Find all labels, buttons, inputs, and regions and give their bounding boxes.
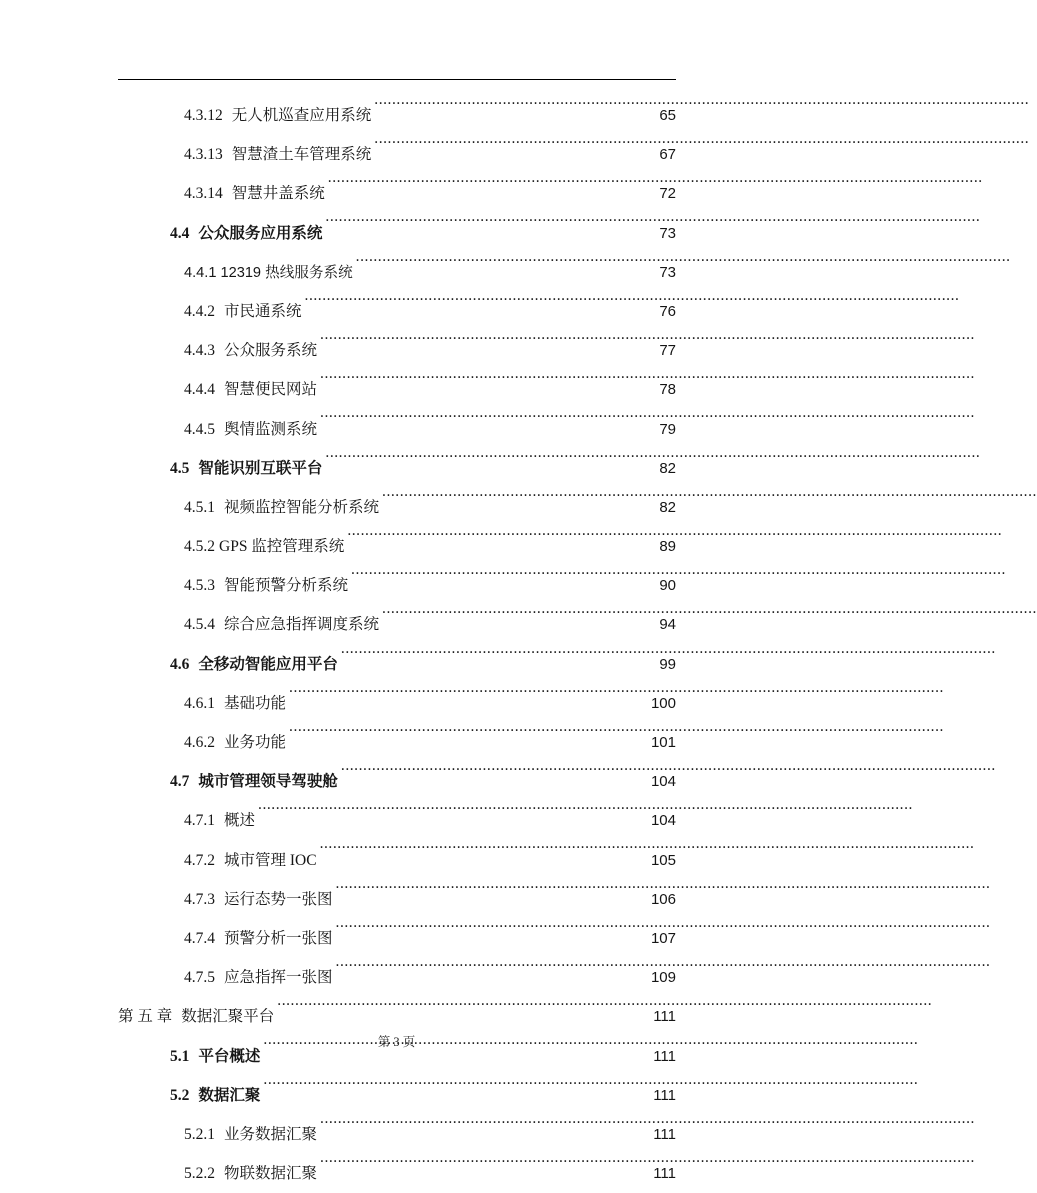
toc-dot-leader [341, 653, 648, 669]
toc-dot-leader [263, 1084, 648, 1100]
toc-dot-leader [336, 967, 648, 983]
toc-dot-leader [347, 536, 648, 552]
toc-entry-title: 智慧渣土车管理系统 [231, 146, 372, 164]
toc-entry-number: 4.7.1 [184, 812, 215, 830]
toc-entry-page-number: 106 [650, 890, 676, 908]
toc-entry-title: 智慧便民网站 [224, 381, 318, 399]
toc-entry-title: GPS 监控管理系统 [219, 538, 345, 556]
toc-entry-title: 全移动智能应用平台 [198, 655, 338, 673]
toc-entry-page-number: 82 [659, 459, 676, 477]
toc-dot-leader [320, 1123, 648, 1139]
toc-entry-number: 4.3.13 [184, 146, 223, 164]
toc-entry-number: 4.4.2 [184, 302, 215, 320]
toc-entry-number: 第 五 章 [118, 1008, 173, 1026]
toc-entry-number: 5.2.1 [184, 1125, 215, 1143]
toc-entry-number: 4.5.4 [184, 616, 215, 634]
toc-entry-title: 综合应急指挥调度系统 [224, 616, 380, 634]
page-footer: 第 3 页 [377, 1035, 416, 1049]
toc-entry-page-number: 79 [659, 420, 676, 438]
toc-dot-leader [258, 810, 648, 826]
toc-entry-title: 运行态势一张图 [224, 890, 333, 908]
toc-dot-leader [341, 771, 648, 787]
toc-entry-number: 4.7.3 [184, 890, 215, 908]
toc-entry-number: 4.7.4 [184, 929, 215, 947]
toc-entry-title: 应急指挥一张图 [224, 969, 333, 987]
toc-entry-title: 视频监控智能分析系统 [224, 498, 380, 516]
toc-dot-leader [351, 575, 648, 591]
toc-entry-number: 4.4.1 [184, 264, 217, 281]
toc-entry-number: 4.4.3 [184, 342, 215, 360]
toc-entry-number: 4.6.1 [184, 694, 215, 712]
toc-entry-number: 4.5 [170, 459, 190, 477]
toc-dot-leader [320, 1163, 648, 1179]
toc-entry-page-number: 111 [653, 1008, 676, 1026]
toc-entry-number: 4.7.2 [184, 851, 215, 869]
toc-entry-page-number: 111 [653, 1047, 676, 1065]
toc-entry-page-number: 82 [659, 498, 676, 516]
toc-entry-page-number: 67 [659, 146, 676, 164]
toc-entry-title: 业务功能 [224, 734, 287, 751]
toc-entry-page-number: 101 [650, 734, 676, 751]
toc-entry-number: 4.3.14 [184, 185, 223, 203]
toc-entry-title: 无人机巡查应用系统 [231, 107, 372, 124]
toc-entry-page-number: 65 [659, 107, 676, 124]
toc-entry-page-number: 89 [659, 538, 676, 556]
toc-entry-number: 4.5.3 [184, 577, 215, 595]
toc-entry-page-number: 77 [659, 342, 676, 360]
toc-entry-number: 4.5.1 [184, 498, 215, 516]
toc-dot-leader [289, 732, 648, 748]
toc-entry-title: 数据汇聚平台 [181, 1008, 275, 1026]
toc-entry-page-number: 105 [650, 851, 676, 869]
toc-dot-leader [325, 457, 648, 473]
toc-dot-leader [325, 222, 648, 238]
toc-dot-leader [382, 614, 648, 630]
toc-entry-page-number: 111 [653, 1125, 676, 1143]
toc-entry-title: 智能预警分析系统 [224, 577, 349, 595]
toc-entry-title: 公众服务应用系统 [198, 224, 323, 242]
toc-entry-number: 4.5.2 [184, 538, 215, 556]
table-of-contents [118, 96, 676, 1193]
toc-entry-title: 物联数据汇聚 [224, 1165, 318, 1183]
toc-entry-title: 智能识别互联平台 [198, 459, 323, 477]
toc-entry-title: 数据汇聚 [198, 1086, 261, 1104]
toc-dot-leader [289, 692, 648, 708]
toc-entry-title: 概述 [224, 812, 256, 830]
toc-dot-leader [305, 300, 648, 316]
toc-entry-title: 12319 热线服务系统 [220, 264, 353, 281]
toc-entry-page-number: 99 [659, 655, 676, 673]
toc-entry-title: 预警分析一张图 [224, 929, 333, 947]
toc-entry-number: 5.1 [170, 1047, 190, 1065]
toc-entry-number: 4.4.5 [184, 420, 215, 438]
toc-dot-leader [328, 183, 648, 199]
toc-entry-page-number: 72 [659, 185, 676, 203]
toc-entry-number: 4.7.5 [184, 969, 215, 987]
toc-entry-number: 4.3.12 [184, 107, 223, 124]
toc-entry-page-number: 104 [650, 773, 676, 791]
toc-entry-page-number: 107 [650, 929, 676, 947]
toc-dot-leader [356, 262, 648, 277]
toc-dot-leader [336, 888, 648, 904]
toc-entry-number: 5.2.2 [184, 1165, 215, 1183]
toc-dot-leader [277, 1006, 648, 1022]
toc-entry-title: 基础功能 [224, 694, 287, 712]
toc-entry-title: 舆情监测系统 [224, 420, 318, 438]
toc-entry-page-number: 73 [659, 263, 676, 281]
toc-entry-title: 城市管理领导驾驶舱 [198, 773, 338, 791]
toc-entry-page-number: 109 [650, 969, 676, 987]
toc-entry-page-number: 104 [650, 812, 676, 830]
toc-entry-title: 业务数据汇聚 [224, 1125, 318, 1143]
toc-entry-page-number: 76 [659, 302, 676, 320]
toc-entry-number: 5.2 [170, 1086, 190, 1104]
toc-entry-number: 4.4.4 [184, 381, 215, 399]
toc-dot-leader [374, 144, 648, 160]
toc-entry-number: 4.7 [170, 773, 190, 791]
toc-entry-page-number: 78 [659, 381, 676, 399]
toc-entry-title: 城市管理 IOC [224, 851, 317, 869]
toc-dot-leader [336, 927, 648, 943]
toc-entry-title: 智慧井盖系统 [231, 185, 325, 203]
toc-entry-number: 4.4 [170, 224, 190, 242]
toc-entry-title: 平台概述 [198, 1047, 261, 1065]
toc-entry-number: 4.6.2 [184, 734, 215, 751]
toc-dot-leader [382, 496, 648, 512]
toc-dot-leader [374, 105, 648, 121]
toc-entry[interactable] [118, 1154, 676, 1193]
toc-dot-leader [320, 379, 648, 395]
toc-entry-page-number: 100 [650, 694, 676, 712]
toc-entry-page-number: 90 [659, 577, 676, 595]
toc-entry-number: 4.6 [170, 655, 190, 673]
toc-dot-leader [320, 849, 648, 865]
toc-entry-title: 公众服务系统 [224, 342, 318, 360]
toc-entry-page-number: 111 [653, 1086, 676, 1104]
toc-entry-title: 市民通系统 [224, 302, 302, 320]
toc-entry-page-number: 111 [653, 1165, 676, 1183]
toc-entry-page-number: 73 [659, 224, 676, 242]
toc-dot-leader [320, 340, 648, 356]
toc-dot-leader [320, 418, 648, 434]
toc-entry-page-number: 94 [659, 616, 676, 634]
